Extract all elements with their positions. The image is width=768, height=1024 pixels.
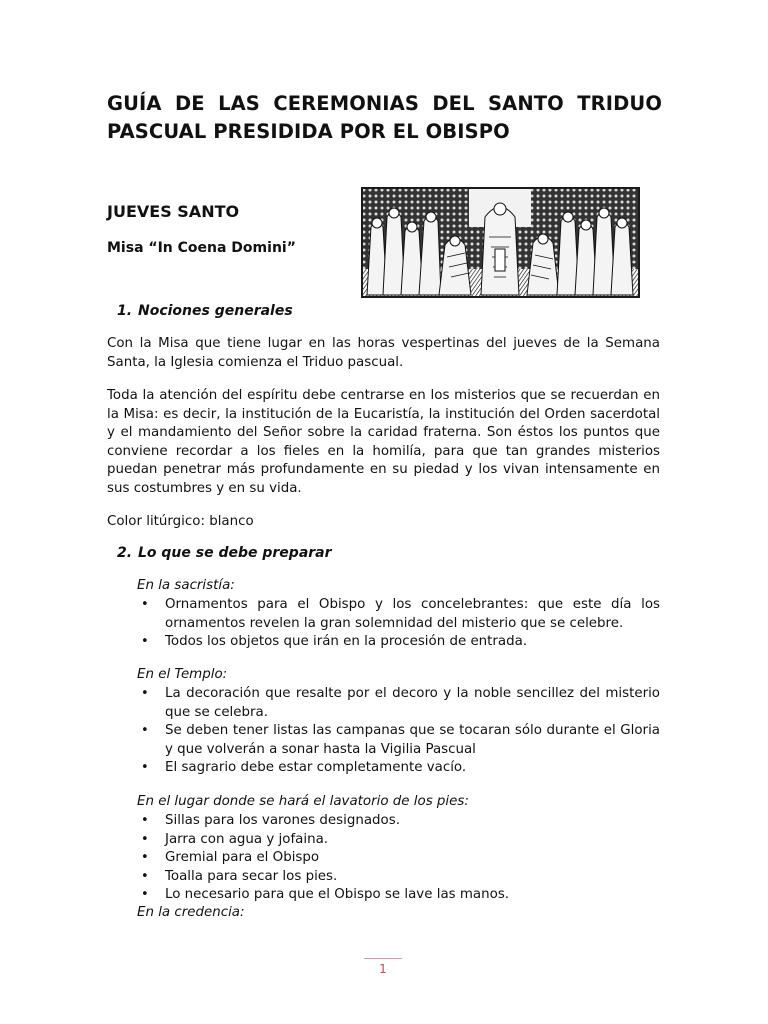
list-item-text: El sagrario debe estar completamente vacío. bbox=[165, 760, 467, 775]
bullet-icon: • bbox=[141, 850, 149, 865]
list-item-text: Gremial para el Obispo bbox=[165, 850, 320, 865]
templo-label: En el Templo: bbox=[137, 667, 228, 682]
sacristia-label: En la sacristía: bbox=[137, 578, 235, 593]
list-item-text: Jarra con agua y jofaina. bbox=[165, 831, 329, 847]
section-1-number: 1. bbox=[117, 303, 133, 319]
lavatorio-list bbox=[137, 812, 660, 905]
mass-heading: Misa “In Coena Domini” bbox=[107, 240, 296, 256]
bullet-icon: • bbox=[141, 831, 149, 847]
list-item bbox=[137, 596, 660, 633]
page-number-divider bbox=[364, 958, 402, 959]
list-item-text: Sillas para los varones designados. bbox=[165, 813, 400, 828]
section-2-number: 2. bbox=[117, 545, 133, 561]
bullet-icon: • bbox=[141, 813, 149, 828]
paragraph-intro: Con la Misa que tiene lugar en las horas vespertinas del jueves de la Semana Santa, la Iglesia comienza el Triduo pascual. bbox=[107, 336, 660, 370]
page-number: 1 bbox=[379, 962, 387, 976]
templo-list bbox=[137, 685, 660, 778]
last-supper-engraving bbox=[361, 187, 640, 298]
list-item bbox=[137, 849, 660, 868]
bullet-icon: • bbox=[141, 868, 149, 884]
liturgical-color: Color litúrgico: blanco bbox=[107, 514, 254, 529]
list-item-text: La decoración que resalte por el decoro y la noble sencillez del misterio que se celebra. bbox=[165, 686, 660, 720]
list-item-text: Ornamentos para el Obispo y los concelebrantes: que este día los ornamentos revelen la gran solemnidad del misterio que se celebre. bbox=[165, 597, 660, 631]
list-item-text: Se deben tener listas las campanas que se tocaran sólo durante el Gloria y que volverán a sonar hasta la Vigilia Pascual bbox=[165, 723, 660, 757]
bullet-icon: • bbox=[141, 887, 149, 902]
list-item-text: Lo necesario para que el Obispo se lave las manos. bbox=[165, 887, 510, 902]
section-1-title: Nociones generales bbox=[138, 303, 293, 319]
bullet-icon: • bbox=[141, 723, 149, 738]
document-title: GUÍA DE LAS CEREMONIAS DEL SANTO TRIDUO PASCUAL PRESIDIDA POR EL OBISPO bbox=[107, 92, 662, 143]
list-item bbox=[137, 812, 660, 831]
section-2-title: Lo que se debe preparar bbox=[138, 545, 332, 561]
sacristia-list bbox=[137, 596, 660, 652]
list-item bbox=[137, 759, 660, 778]
bullet-icon: • bbox=[141, 686, 149, 701]
list-item-text: Todos los objetos que irán en la procesión de entrada. bbox=[165, 634, 528, 649]
list-item bbox=[137, 685, 660, 722]
bullet-icon: • bbox=[141, 597, 149, 612]
paragraph-attention: Toda la atención del espíritu debe centrarse en los misterios que se recuerdan en la Misa: es decir, la institución de la Eucaristía, la institución del Orden sacerdotal y el mandamiento del Señor sobre la caridad fraterna. Son éstos los puntos que conviene recordar a los fieles en la homilía, para que tan grandes misterios puedan penetrar más profundamente en su piedad y los vivan intensamente en sus costumbres y en su vida. bbox=[107, 388, 660, 496]
list-item-text: Toalla para secar los pies. bbox=[165, 868, 338, 884]
bullet-icon: • bbox=[141, 634, 149, 649]
list-item bbox=[137, 722, 660, 759]
lavatorio-label: En el lugar donde se hará el lavatorio de los pies: bbox=[137, 794, 469, 809]
list-item bbox=[137, 886, 660, 905]
list-item bbox=[137, 831, 660, 850]
day-heading: JUEVES SANTO bbox=[107, 202, 240, 221]
bullet-icon: • bbox=[141, 760, 149, 775]
credencia-label: En la credencia: bbox=[137, 905, 245, 920]
list-item bbox=[137, 633, 660, 652]
list-item bbox=[137, 868, 660, 887]
